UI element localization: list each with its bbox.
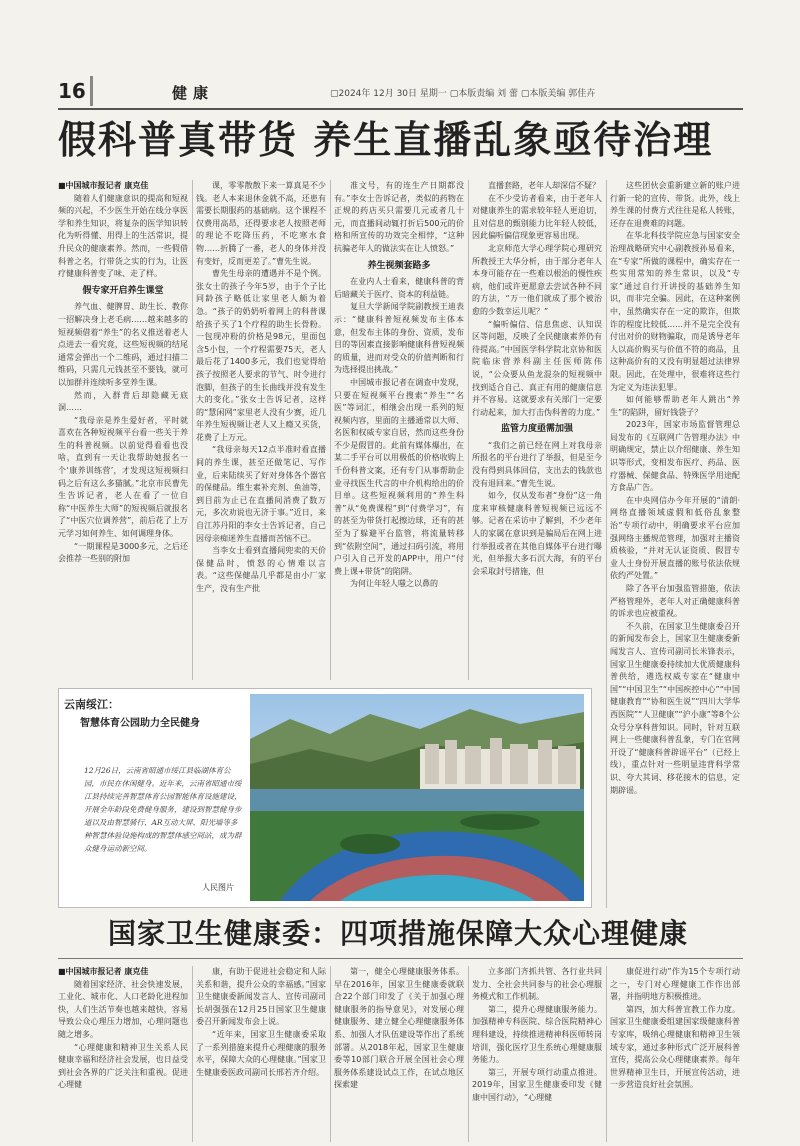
- paragraph: 直播套路，老年人却深信不疑？: [488, 181, 600, 190]
- paragraph: 在华北科技学院应急与国家安全治理战略研究中心副教授孙易看来，在“专家”所做的课程中，确实存在一些实用常知的养生常识，以及“专家”通过自行开讲授的基础养生知识，而非完全骗。因此，在这种案例中，虽然确实存在一定的欺诈，但欺诈的程度比较低……并不是完全没有付出对价的财物骗取，而是诱导老年人以高价购买与价值不符的商品，且这种高价有的又没有明显超过法律界限。因此，在处理中，很难将这些行为定义为违法犯罪。: [610, 231, 740, 392]
- header-rule: [58, 108, 743, 110]
- page-number: 16: [58, 76, 93, 106]
- paragraph: “近年来，国家卫生健康委采取了一系列措施来提升心理健康的服务水平，保障大众的心理健康。”国家卫生健康委医政司副司长邢若齐介绍。: [196, 1029, 326, 1077]
- paragraph: 如何能够帮助老年人跳出“养生”的陷阱，留好钱袋子？: [610, 395, 740, 417]
- park-photo: [250, 694, 584, 901]
- paragraph: 课，零零散散下来一算真是不少钱。老人本来退休金就不高，还患有需要长期服药的基础病。这个课程不仅费用高昂，还得要求老人按照老师的理论不吃降压药，不吃寒水食物……折腾了一番，老人的身体并没有变好，反而更差了。”曹先生说。: [196, 181, 326, 266]
- article2-column-4: [472, 966, 602, 1142]
- article2-column-3: [334, 966, 464, 1142]
- article1-column-4: [472, 180, 602, 680]
- column-separator: [468, 180, 469, 680]
- paragraph: “我母亲是养生爱好者，平时就喜欢在各种短视频平台看一些关于养生的科普视频。以前觉得看看也没啥，直到有一天让我帮助她报名一个‘康养训练营’，才发现这短视频扫码之后有这么多猫腻。”北京市民曹先生告诉记者，老人在看了一位自称“中医养生大师”的短视频后就报名了“中医穴位调养营”，前后花了上万元学习如何养生、如何调理身体。: [58, 415, 188, 539]
- subheading: 假专家开启养生课堂: [82, 285, 164, 296]
- paragraph: 在业内人士看来，健康科普的背后暗藏关于医疗、资本的利益链。: [334, 277, 464, 299]
- paragraph: 为何让年轻人嗤之以鼻的: [350, 579, 438, 589]
- column-separator: [606, 180, 607, 908]
- photo-title: 云南绥江：: [64, 698, 119, 711]
- dateline: ▢2024年 12月 30日 星期一 ▢本版责编 刘 蕾 ▢本版美编 郭佳卉: [330, 89, 596, 99]
- paragraph: 在不少受访者看来，由于老年人对健康养生的需求较年轻人更迫切，且对信息的甄别能力比年轻人较低，因此偏听偏信现象更容易出现。: [472, 193, 602, 241]
- paragraph: 养气血、健脾胃、助生长、教你一招解决身上老毛病……越来越多的短视频借着“养生”的名义推送着老人点进去一看究竟，这些短视频的结尾通常会弹出一个二维码，通过扫描二维码，只需几元钱甚至不要钱，就可以加群并连续听多堂养生课。: [58, 302, 188, 387]
- column-separator: [606, 966, 607, 1142]
- paragraph: 2023年，国家市场监督管理总局发布的《互联网广告管理办法》中明确规定，禁止以介绍健康、养生知识等形式，变相发布医疗、药品、医疗器械、保健食品、特殊医学用途配方食品广告。: [610, 420, 740, 493]
- article2-rule: [58, 958, 743, 959]
- subheading: 监管力度亟需加强: [500, 424, 573, 435]
- column-separator: [192, 966, 193, 1142]
- paragraph: 北京师范大学心理学院心理研究所教授王大华分析，由于部分老年人本身可能存在一些难以根治的慢性疾病，他们或许更愿意去尝试各种不同的方法，“万一他们就成了那个被治愈的少数幸运儿呢？”: [472, 243, 602, 316]
- paragraph: 第四，加大科普宣教工作力度。国家卫生健康委组建国家级健康科普专家库，吸纳心理健康和精神卫生领域专家，通过多种形式广泛开展科普宣传，提高公众心理健康素养。每年世界精神卫生日，开展宣传活动，进一步营造良好社会氛围。: [610, 1004, 740, 1090]
- paragraph: “心理健康和精神卫生关系人民健康幸福和经济社会发展，也日益受到社会各界的广泛关注和重视。促进心理健: [58, 1042, 188, 1090]
- article1-headline: 假科普真带货 养生直播乱象亟待治理: [58, 117, 714, 162]
- paragraph: 康，有助于促进社会稳定和人际关系和谐，提升公众的幸福感。”国家卫生健康委新闻发言人、宣传司副司长胡强强在12月25日国家卫生健康委召开新闻发布会上说。: [196, 967, 326, 1027]
- photo-caption: 12月26日，云南省昭通市绥江县临湖体育公园，市民在休闲健身。近年来，云南省昭通市绥江县持续完善智慧体育公园智能体育设施建设，开展全年龄段免费健身服务，建设到智慧健身步道以及由智慧骑行、AR互动大屏、阳光墙等多种智慧体验设施构成的智慧体感空间站，成为群众健身运动新空间。: [84, 766, 242, 853]
- article1-column-2: [196, 180, 326, 680]
- park-photo-illustration: [250, 694, 584, 901]
- article1-column-3: [334, 180, 464, 680]
- paragraph: “我母亲每天12点半准时看直播间的养生课，甚至还做笔记、写作业，后来陆续买了好对身体各个器官的保健品。维生素补充剂、鱼油等，到目前为止已在直播间消费了数万元，多次劝说也无济于事。”近日，来自江苏丹阳的李女士告诉记者，自己因母亲痴迷养生直播而苦恼不已。: [196, 445, 326, 543]
- article2-headline: 国家卫生健康委：四项措施保障大众心理健康: [107, 917, 688, 950]
- paragraph: 在中央网信办今年开展的“清朗·网络直播领域虚假和低俗乱象整治”专项行动中，明确要求平台应加强网络主播规范管理，加强对主播资质核验，“并对无认证资质、假冒专业人士身份开展直播的账号依法依规依约严处置。”: [610, 495, 740, 581]
- photo-subtitle: 智慧体育公园助力全民健身: [80, 718, 200, 729]
- paragraph: “一期课程是3000多元，之后还会推荐一些别的附加: [58, 541, 188, 564]
- article1-byline: ■中国城市报记者 康克佳: [58, 181, 149, 190]
- paragraph: 第一，健全心理健康服务体系。早在2016年，国家卫生健康委就联合22个部门印发了《关于加强心理健康服务的指导意见》，对发展心理健康服务、建立健全心理健康服务体系、加强人才队伍建设等作出了系统部署。从2018年起，国家卫生健康委等10部门联合开展全国社会心理服务体系建设试点工作，在试点地区探索建: [334, 967, 464, 1090]
- article2-column-2: [196, 966, 326, 1142]
- paragraph: 第三，开展专项行动重点推进。2019年，国家卫生健康委印发《健康中国行动》，“心理健: [472, 1067, 602, 1102]
- paragraph: “我们之前已经在网上对我母亲所报名的平台进行了举报，但是至今没有得到具体回信，支出去的钱款也没有退回来。”曹先生说。: [472, 440, 602, 488]
- article2-byline: ■中国城市报记者 康克佳: [58, 967, 149, 976]
- paragraph: 准文号，有的连生产日期都没有。”李女士告诉记者，类似的药物在正规的药店买只需要几元或者几十元，而直播间动辄打折后500元的价格和所宣传的功效完全相悖，“这种抗骗老年人的做法实在让人愤怒。”: [334, 181, 464, 253]
- paragraph: 康促进行动”作为15个专项行动之一，专门对心理健康工作作出部署，并指明地方积极推进。: [610, 967, 740, 1002]
- paragraph: 不久前，在国家卫生健康委召开的新闻发布会上，国家卫生健康委新闻发言人、宣传司副司长米锋表示，国家卫生健康委持续加大优质健康科普供给，遴选权威专家在“健康中国”“中国卫生”“中国疾控中心”“中国健康教育”“协和医生说”“四川大学华西医院”“人卫健康”“沪小康”等8个公众号分享科普知识。同时，针对互联网上一些健康科普乱象，专门在官网开设了“健康科普辟谣平台”（已经上线），重点针对一些明显违背科学常识、夸大其词、移花接木的信息，定期辟谣。: [610, 621, 740, 795]
- paragraph: 然而，入群背后却隐藏无底洞……: [58, 390, 188, 413]
- paragraph: 当李女士看到直播间兜卖的天价保健品时，愤怒的心情难以言表。“这些保健品几乎都是由小厂家生产，没有生产批: [196, 546, 326, 593]
- column-separator: [468, 966, 469, 1142]
- article2-column-5: [610, 966, 740, 1142]
- photo-credit: 人民图片: [202, 883, 234, 892]
- paragraph: 立多部门齐抓共管、各行业共同发力、全社会共同参与的社会心理服务模式和工作机制。: [472, 967, 602, 1002]
- paragraph: 如今，仅从发布者“身份”这一角度来审核健康科普短视频已远远不够。记者在采访中了解到，不少老年人的家属在意识到是骗局后在网上进行举报或者在其他自媒体平台进行曝光，但举报大多石沉大海，有的平台会采取封号措施，但: [472, 491, 602, 576]
- column-separator: [330, 180, 331, 680]
- paragraph: 复旦大学新闻学院副教授王迪表示：“健康科普短视频发布主体本意，但发布主体的身份、资质，发布目的等因素直接影响健康科普短视频的质量，进而对受众的价值判断和行为选择提出挑战。”: [334, 302, 464, 375]
- paragraph: 除了各平台加强监管措施，依法严格管理外，老年人对正确健康科普的诉求也应被重视。: [610, 584, 740, 619]
- column-separator: [330, 966, 331, 1142]
- article1-column-1: [58, 180, 188, 680]
- column-separator: [192, 180, 193, 680]
- section-name: 健康: [172, 84, 215, 102]
- article1-column-5: [610, 180, 740, 908]
- paragraph: 曹先生母亲的遭遇并不是个例。张女士的孩子今年5岁，由于个子比同龄孩子略低让家里老人颇为着急。“孩子的奶奶听着网上的科普课给孩子买了1个疗程的助生长骨粉。一包现冲粉的价格是98元，里面包含5小包，一个疗程需要75天，老人最后花了1400多元，我们也觉得给孩子按照老人要求的节气、时令进行泡脚，但孩子的生长曲线并没有发生大的变化。”张女士告诉记者，这样的“慧闲网”家里老人没有少赛，近几年养生短视频让老人又上瘾又买货，花费了上万元。: [196, 269, 326, 442]
- paragraph: 随着国家经济、社会快速发展，工业化、城市化、人口老龄化进程加快，人们生活节奏也越来越快，容易导致公众心理压力增加，心理问题也随之增多。: [58, 979, 188, 1039]
- paragraph: 第二，提升心理健康服务能力。加强精神专科医院、综合医院精神心理科建设，持续推进精神科医师转岗培训，强化医疗卫生系统心理健康服务能力。: [472, 1004, 602, 1065]
- paragraph: “偏听偏信、信息焦虑、认知误区等问题，反映了全民健康素养仍有待提高。”中国医学科学院北京协和医院临床营养科副主任医师陈伟说，“公众要从鱼龙混杂的短视频中找到适合自己、真正有用的健康信息并不容易。这就要求有关部门一定要行动起来，加大打击伪科普的力度。”: [472, 319, 602, 417]
- subheading: 养生视频套路多: [367, 260, 431, 271]
- paragraph: 这些团伙会重新建立新的账户进行新一轮的宣传、带货。此外，线上养生课的付费方式往往是私人转账，还存在退费难的问题。: [610, 181, 740, 228]
- paragraph: 中国城市报记者在调查中发现，只要在短视频平台搜索“养生”“名医”等词汇，相继会出现一系列的短视频内容，里面的主播通常以大师、名医和权威专家自居，然而这些身份不少是假冒的。此前有媒体爆出，在某二手平台可以用极低的价格收购上千份科普文案，还有专门从事帮助企业寻找医生代言的中介机构给出的价目单。这些短视频利用的“养生科普”从“免费课程”到“付费学习”，有的甚至为带货打起擦边球，还有的甚至为了躲避平台监管，将流量转移到“依附空间”，通过扫码引流，将用户引入自己开发的APP中，用户“付费上课+带货”的陷阱。: [334, 377, 464, 576]
- paragraph: 随着人们健康意识的提高和短视频的兴起，不少医生开始在线分享医学和养生知识，将复杂的医学知识转化为听得懂、用得上的生活常识，提升民众的健康素养。然而，一些假借科普之名，行带货之实的行为，让医疗健康科普变了味、走了样。: [58, 193, 188, 279]
- article2-column-1: [58, 966, 188, 1142]
